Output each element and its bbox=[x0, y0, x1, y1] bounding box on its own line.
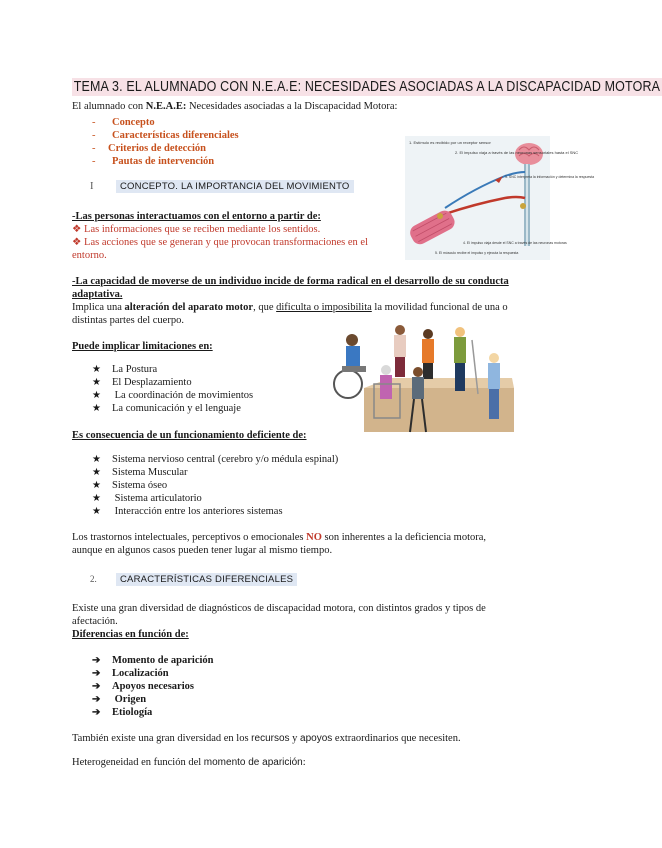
consequence-item-4 bbox=[92, 492, 202, 505]
capacity-text: Implica una bbox=[72, 302, 125, 313]
diversity-heading: Diferencias en función de: bbox=[72, 629, 189, 640]
diversity-text: Momento de aparición bbox=[112, 655, 214, 666]
limitation-item-4 bbox=[92, 402, 241, 415]
section2-heading-row bbox=[90, 573, 297, 586]
diversity-item-1 bbox=[92, 654, 214, 667]
disorders-text: son inherentes a la deficiencia motora, bbox=[321, 532, 487, 543]
outline-label: Pautas de intervención bbox=[112, 156, 215, 167]
star-bullet-icon: ★ bbox=[92, 506, 101, 517]
outline-dash: - bbox=[92, 117, 96, 128]
limitation-item-3 bbox=[92, 389, 253, 402]
outline-dash: - bbox=[92, 130, 96, 141]
interact-item-3 bbox=[72, 249, 107, 262]
diversity-item-2 bbox=[92, 667, 169, 680]
interact-heading: -Las personas interactuamos con el entorno a partir de: bbox=[72, 211, 321, 222]
section2-number: 2. bbox=[90, 574, 97, 584]
section1-heading-row bbox=[90, 180, 354, 193]
section1-heading: CONCEPTO. LA IMPORTANCIA DEL MOVIMIENTO bbox=[116, 180, 354, 193]
nerve-impulse-diagram bbox=[405, 136, 595, 260]
star-bullet-icon: ★ bbox=[92, 454, 101, 465]
diversity-text: Etiología bbox=[112, 707, 153, 718]
limitation-text: La Postura bbox=[112, 364, 158, 375]
consequence-text: Interacción entre los anteriores sistemas bbox=[114, 506, 283, 517]
resources-text: También existe una gran diversidad en los bbox=[72, 733, 252, 744]
heterogeneity-line bbox=[72, 756, 306, 769]
outline-item-3 bbox=[92, 142, 206, 155]
outline-item-2 bbox=[92, 129, 239, 142]
diagram-label-2: 2. El impulso viaja a través de las neuronas sensoriales hasta el SNC bbox=[455, 150, 579, 155]
arrow-bullet-icon: ➔ bbox=[92, 668, 101, 679]
resources-line bbox=[72, 732, 461, 745]
heterogeneity-highlight: momento de aparición bbox=[203, 757, 303, 768]
capacity-line-2: adaptativa. bbox=[72, 289, 123, 300]
intro-bold: N.E.A.E: bbox=[145, 101, 187, 112]
capacity-text: , que bbox=[253, 302, 277, 313]
capacity-line-1: -La capacidad de moverse de un individuo incide de forma radical en el desarrollo de su conducta bbox=[72, 276, 509, 287]
diamond-bullet-icon: ❖ bbox=[72, 224, 82, 235]
diversity-text: Origen bbox=[114, 694, 147, 705]
star-bullet-icon: ★ bbox=[92, 377, 101, 388]
document-title: TEMA 3. EL ALUMNADO CON N.E.A.E: NECESIDADES ASOCIADAS A LA DISCAPACIDAD MOTORA bbox=[73, 79, 661, 95]
limitations-heading: Puede implicar limitaciones en: bbox=[72, 341, 213, 352]
disorders-line-1 bbox=[72, 531, 486, 544]
disorders-no: NO bbox=[306, 532, 322, 543]
resources-text: extraordinarios que necesiten. bbox=[332, 733, 461, 744]
consequence-item-5 bbox=[92, 505, 283, 518]
consequence-text: Sistema articulatorio bbox=[114, 493, 202, 504]
resources-text: y bbox=[289, 733, 301, 744]
intro-rest: Necesidades asociadas a la Discapacidad Motora: bbox=[186, 101, 398, 112]
diamond-bullet-icon: ❖ bbox=[72, 237, 82, 248]
section1-number: I bbox=[90, 181, 94, 192]
intro-line bbox=[72, 100, 397, 113]
outline-item-1 bbox=[92, 116, 155, 129]
diversity-line-1: Existe una gran diversidad de diagnósticos de discapacidad motora, con distintos grados y tipos de bbox=[72, 603, 486, 614]
capacity-bold: alteración del aparato motor bbox=[124, 302, 254, 313]
interact-item-1 bbox=[72, 223, 320, 236]
capacity-text: la movilidad funcional de una o bbox=[371, 302, 508, 313]
disorders-line-2: aunque en algunos casos pueden tener lugar al mismo tiempo. bbox=[72, 545, 333, 556]
diagram-label-1: 1. Estímulo es recibido por un receptor sensor bbox=[409, 140, 491, 145]
outline-label: Características diferenciales bbox=[112, 130, 239, 141]
capacity-paragraph-line2: distintas partes del cuerpo. bbox=[72, 315, 184, 326]
outline-label: Criterios de detección bbox=[108, 143, 206, 154]
outline-dash: - bbox=[92, 156, 96, 167]
interact-item-text: entorno. bbox=[72, 250, 107, 261]
arrow-bullet-icon: ➔ bbox=[92, 694, 101, 705]
star-bullet-icon: ★ bbox=[92, 364, 101, 375]
consequence-heading: Es consecuencia de un funcionamiento deficiente de: bbox=[72, 430, 307, 441]
figures-svg bbox=[330, 322, 512, 440]
diversity-line-2: afectación. bbox=[72, 616, 118, 627]
disability-figures-image bbox=[330, 322, 512, 440]
star-bullet-icon: ★ bbox=[92, 390, 101, 401]
diversity-text: Localización bbox=[112, 668, 169, 679]
diversity-text: Apoyos necesarios bbox=[112, 681, 194, 692]
heterogeneity-text: Heterogeneidad en función del bbox=[72, 757, 204, 768]
consequence-item-2 bbox=[92, 466, 188, 479]
interact-item-text: Las acciones que se generan y que provocan transformaciones en el bbox=[84, 237, 369, 248]
limitation-text: El Desplazamiento bbox=[112, 377, 192, 388]
consequence-item-3 bbox=[92, 479, 167, 492]
capacity-paragraph bbox=[72, 301, 508, 314]
consequence-text: Sistema nervioso central (cerebro y/o médula espinal) bbox=[112, 454, 339, 465]
diversity-item-5 bbox=[92, 706, 152, 719]
disorders-text: Los trastornos intelectuales, perceptivos o emocionales bbox=[72, 532, 307, 543]
resources-apoyos: apoyos bbox=[300, 733, 333, 744]
star-bullet-icon: ★ bbox=[92, 403, 101, 414]
limitation-item-1 bbox=[92, 363, 157, 376]
capacity-underlined: dificulta o imposibilita bbox=[276, 302, 372, 313]
interact-item-2 bbox=[72, 236, 368, 249]
consequence-text: Sistema Muscular bbox=[112, 467, 188, 478]
arrow-bullet-icon: ➔ bbox=[92, 707, 101, 718]
outline-label: Concepto bbox=[112, 117, 155, 128]
diversity-item-3 bbox=[92, 680, 194, 693]
consequence-text: Sistema óseo bbox=[112, 480, 168, 491]
arrow-bullet-icon: ➔ bbox=[92, 655, 101, 666]
consequence-item-1 bbox=[92, 453, 338, 466]
intro-prefix: El alumnado con bbox=[72, 101, 146, 112]
star-bullet-icon: ★ bbox=[92, 493, 101, 504]
outline-item-4 bbox=[92, 155, 214, 168]
diversity-item-4 bbox=[92, 693, 146, 706]
outline-dash: - bbox=[92, 143, 96, 154]
diagram-label-4: 4. El impulso viaja desde el SNC a través de las neuronas motoras bbox=[463, 241, 567, 245]
interact-item-text: Las informaciones que se reciben mediante los sentidos. bbox=[84, 224, 321, 235]
limitation-text: La comunicación y el lenguaje bbox=[112, 403, 241, 414]
arrow-bullet-icon: ➔ bbox=[92, 681, 101, 692]
limitation-text: La coordinación de movimientos bbox=[114, 390, 254, 401]
resources-recursos: recursos bbox=[251, 733, 290, 744]
diagram-label-5: 5. El músculo recibe el impulso y ejecuta la respuesta bbox=[435, 251, 519, 255]
diagram-label-3: 3. SNC interpreta la información y determina la respuesta bbox=[505, 175, 595, 179]
limitation-item-2 bbox=[92, 376, 192, 389]
star-bullet-icon: ★ bbox=[92, 467, 101, 478]
section2-heading: CARACTERÍSTICAS DIFERENCIALES bbox=[116, 573, 297, 586]
heterogeneity-text: : bbox=[302, 757, 306, 768]
nerve-diagram-svg bbox=[405, 136, 595, 260]
star-bullet-icon: ★ bbox=[92, 480, 101, 491]
